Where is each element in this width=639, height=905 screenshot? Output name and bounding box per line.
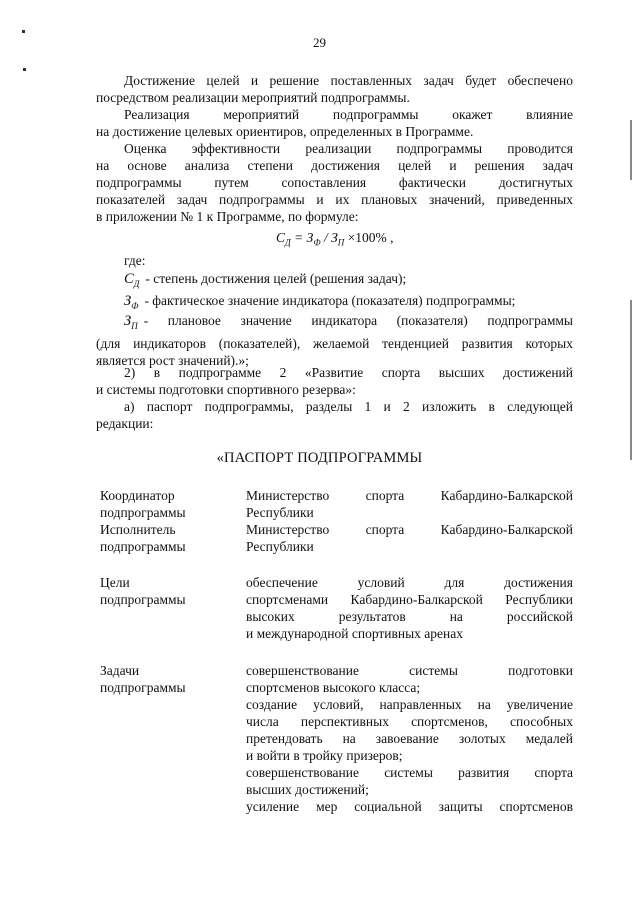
formula-plan-sub: П <box>337 237 345 248</box>
text-line: редакции: <box>96 416 154 431</box>
symbol-cd: $С_Д$ <box>124 271 140 289</box>
definition-3 <box>96 312 573 369</box>
coordinator-value: Министерство спорта Кабардино-Балкарской Республики <box>246 488 573 520</box>
formula-plan: З <box>331 230 338 245</box>
efficiency-formula <box>276 229 394 252</box>
text-line: и системы подготовки спортивного резерва»: <box>96 382 356 397</box>
scan-mark <box>22 30 25 33</box>
goals-label: Цели подпрограммы <box>100 575 186 607</box>
formula-fact: З <box>306 230 314 245</box>
definition-text: - плановое значение индикатора (показателя) подпрограммы <box>143 313 573 328</box>
formula-tail: ×100% , <box>344 230 394 245</box>
passport-title: «ПАСПОРТ ПОДПРОГРАММЫ <box>216 450 423 466</box>
executor-label: Исполнитель подпрограммы <box>100 522 186 554</box>
paragraph-3 <box>96 140 573 225</box>
text-line: на достижение целевых ориентиров, определенных в Программе. <box>96 124 474 139</box>
formula-lhs: С <box>276 230 286 245</box>
text-line: (для индикаторов (показателей), желаемой тенденцией развития которых <box>96 335 573 351</box>
text-line: в приложении № 1 к Программе, по формуле: <box>96 209 359 224</box>
text-line: Реализация мероприятий подпрограммы окажет влияние <box>124 107 573 122</box>
text-line: а) паспорт подпрограммы, разделы 1 и 2 изложить в следующей <box>124 399 573 414</box>
paragraph-2 <box>96 106 573 140</box>
definition-text: - степень достижения целей (решения задач); <box>145 271 407 286</box>
scan-edge-line <box>630 300 632 460</box>
text-line: на основе анализа степени достижения целей и решения задач <box>96 158 573 173</box>
text-line: подпрограммы путем сопоставления фактически достигнутых <box>96 175 573 190</box>
text-line: Оценка эффективности реализации подпрограммы проводится <box>124 141 573 156</box>
paragraph-1 <box>96 72 573 106</box>
scan-edge-line <box>630 120 632 180</box>
text-line: является рост значений).»; <box>96 352 249 368</box>
definition-text: - фактическое значение индикатора (показателя) подпрограммы; <box>144 293 516 308</box>
item-2 <box>96 364 573 398</box>
item-a <box>96 398 573 432</box>
coordinator-label: Координатор подпрограммы <box>100 488 186 520</box>
text-line: посредством реализации мероприятий подпрограммы. <box>96 90 410 105</box>
formula-lhs-sub: Д <box>285 237 291 248</box>
formula-div: / <box>320 230 332 245</box>
executor-value: Министерство спорта Кабардино-Балкарской Республики <box>246 522 573 554</box>
goals-value: обеспечение условий для достижения спортсменами Кабардино-Балкарской Республики высоких результатов на российской и международной спортивных аренах <box>246 575 573 641</box>
page-number: 29 <box>313 35 326 50</box>
tasks-label: Задачи подпрограммы <box>100 663 186 695</box>
where-label <box>124 252 324 269</box>
symbol-zp: $З_П$ <box>124 313 138 331</box>
formula-eq: = <box>290 230 307 245</box>
text-line: показателей задач подпрограммы и их плановых значений, приведенных <box>96 192 573 207</box>
definition-1 <box>124 270 573 293</box>
tasks-value: совершенствование системы подготовки спортсменов высокого класса; создание условий, направленных на увеличение числа перспективных спортсменов, способных претендовать на завоевание золотых медалей и войти в тройку призеров; совершенствование системы развития спорта высших достижений; усиление мер социальной защиты спортсменов <box>246 663 573 814</box>
text-line: Достижение целей и решение поставленных задач будет обеспечено <box>124 73 573 88</box>
symbol-zf: $З_Ф$ <box>124 293 139 311</box>
scan-mark <box>23 68 26 71</box>
formula-fact-sub: Ф <box>313 237 321 248</box>
text-line: 2) в подпрограмме 2 «Развитие спорта высших достижений <box>124 365 573 380</box>
text-line: где: <box>124 253 146 268</box>
